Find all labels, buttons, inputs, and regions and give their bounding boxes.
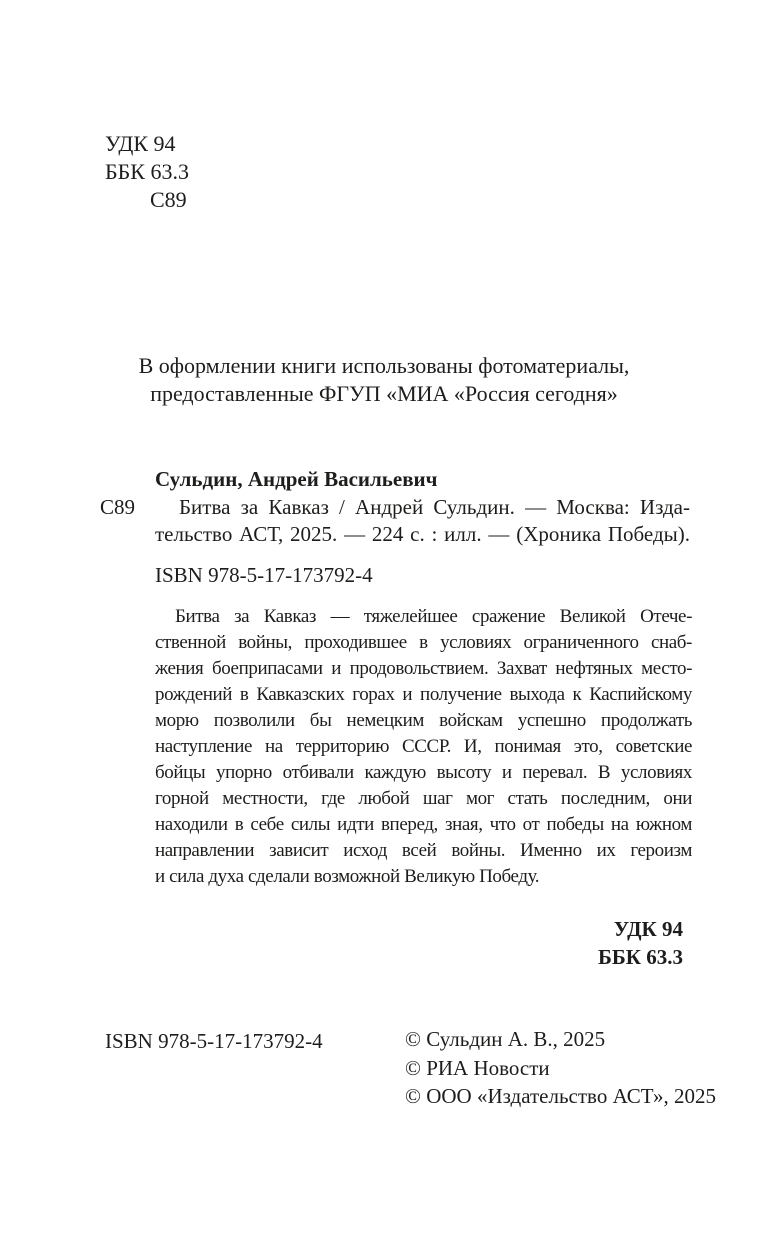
author-name: Сульдин, Андрей Васильевич [155, 467, 438, 491]
annotation-line: жения боеприпасами и продовольствием. Захват нефтяных место- [155, 658, 692, 679]
photo-credit-line-1: В оформлении книги использованы фотоматериалы, [138, 353, 630, 378]
annotation-line: находили в себе силы идти вперед, зная, что от победы на южном [155, 814, 692, 835]
udk-code-bottom: УДК 94 [613, 917, 683, 941]
copyright-publisher: © ООО «Издательство АСТ», 2025 [405, 1084, 716, 1108]
annotation-line: рождений в Кавказских горах и получение выхода к Каспийскому [155, 684, 692, 705]
author-sign-code: С89 [150, 187, 187, 212]
bbk-code-bottom: ББК 63.3 [598, 945, 683, 969]
annotation-line: горной местности, где любой шаг мог стать последним, они [155, 788, 692, 809]
annotation-line: направлении зависит исход всей войны. Именно их героизм [155, 840, 692, 861]
isbn-bibliographic: ISBN 978-5-17-173792-4 [155, 563, 373, 587]
bibliographic-entry [155, 494, 690, 548]
photo-credit-note [64, 352, 704, 408]
annotation-line: наступление на территорию СССР. И, понимая это, советские [155, 736, 692, 757]
bib-entry-line-1: Битва за Кавказ / Андрей Сульдин. — Москва: Изда- [179, 495, 690, 519]
isbn-footer: ISBN 978-5-17-173792-4 [105, 1029, 323, 1053]
annotation-paragraph [155, 604, 692, 890]
classification-bottom-block [598, 915, 683, 971]
udk-code: УДК 94 [105, 131, 176, 156]
copyright-author: © Сульдин А. В., 2025 [405, 1027, 606, 1051]
bib-entry-line-2: тельство АСТ, 2025. — 224 с. : илл. — (Хроника Победы). [155, 522, 690, 546]
annotation-line: морю позволили бы немецким войскам успешно продолжать [155, 710, 692, 731]
bbk-code: ББК 63.3 [105, 159, 189, 184]
bib-entry-code: С89 [100, 495, 136, 519]
annotation-line: ственной войны, проходившее в условиях ограниченного снаб- [155, 632, 692, 653]
copyright-ria-novosti: © РИА Новости [405, 1055, 550, 1080]
annotation-line: бойцы упорно отбивали каждую высоту и перевал. В условиях [155, 762, 692, 783]
copyright-block [405, 1025, 716, 1111]
classification-top-block [105, 130, 189, 214]
annotation-line: Битва за Кавказ — тяжелейшее сражение Великой Отече- [175, 606, 692, 627]
photo-credit-line-2: предоставленные ФГУП «МИА «Россия сегодня» [150, 381, 618, 406]
annotation-line: и сила духа сделали возможной Великую Победу. [155, 866, 540, 887]
